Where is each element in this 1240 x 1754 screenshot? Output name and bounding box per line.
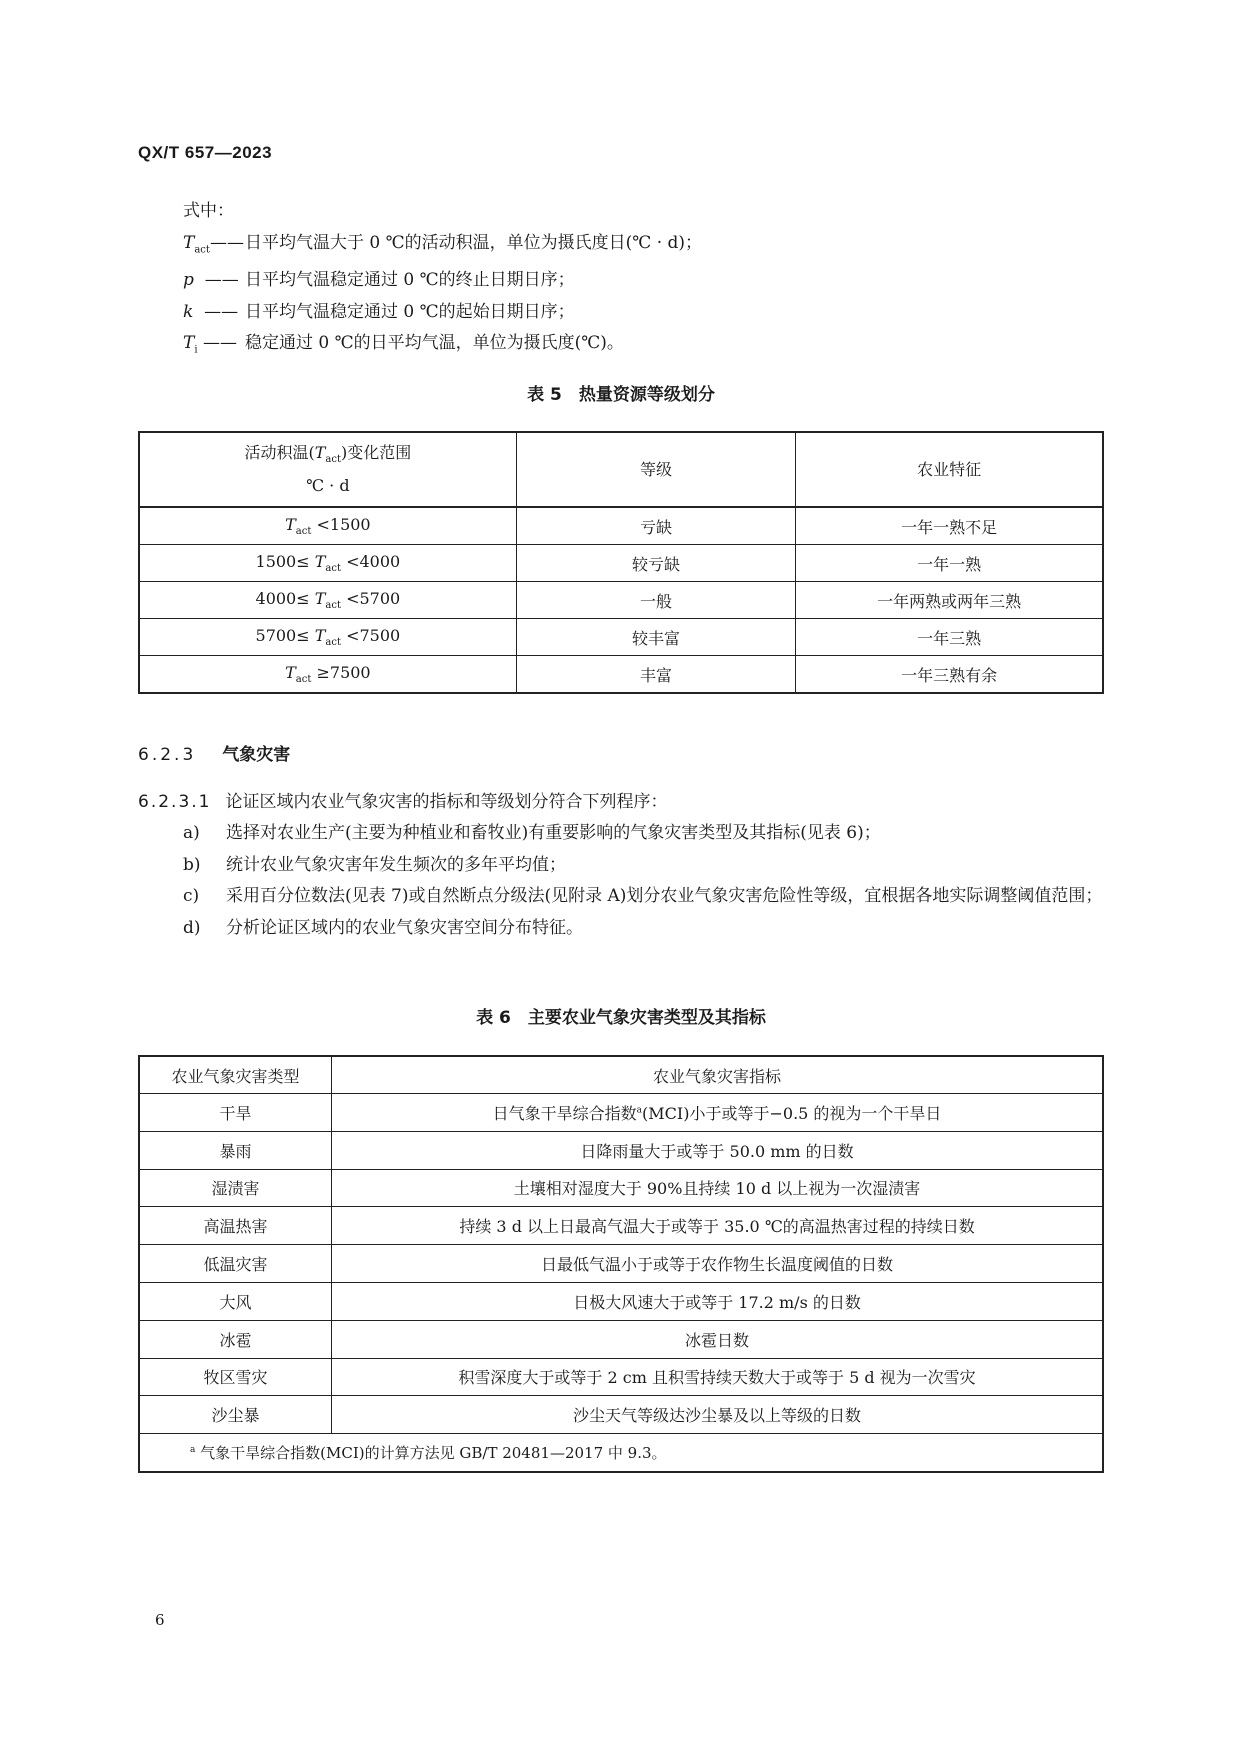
table-row (139, 545, 1103, 582)
table-row (139, 1094, 1103, 1132)
list-item: a) 选择对农业生产(主要为种植业和畜牧业)有重要影响的气象灾害类型及其指标(见表 6)； (183, 818, 1144, 850)
type-cell: 低温灾害 (139, 1245, 332, 1283)
range-cell: $1500\le T_{act} <4000$ (139, 545, 516, 582)
section-number: 6.2.3 (138, 745, 197, 765)
symbol: k —— (183, 301, 239, 322)
type-cell: 高温热害 (139, 1207, 332, 1245)
type-cell: 冰雹 (139, 1320, 332, 1358)
table5-heat-resource-grades (138, 431, 1104, 694)
table-footnote-row (139, 1434, 1103, 1473)
column-header-grade: 等级 (516, 432, 795, 507)
index-cell: 持续 3 d 以上日最高气温大于或等于 35.0 ℃的高温热害过程的持续日数 (332, 1207, 1103, 1245)
index-cell: 日降雨量大于或等于 50.0 mm 的日数 (332, 1131, 1103, 1169)
type-cell: 大风 (139, 1282, 332, 1320)
table-row (139, 1282, 1103, 1320)
feature-cell: 一年一熟 (796, 545, 1103, 582)
clause-text: 论证区域内农业气象灾害的指标和等级划分符合下列程序： (225, 792, 668, 812)
index-cell: 沙尘天气等级达沙尘暴及以上等级的日数 (332, 1396, 1103, 1434)
range-cell: $5700\le T_{act} <7500$ (139, 619, 516, 656)
procedure-list (183, 818, 1144, 944)
definition-row: $T_i$ —— 稳定通过 0 ℃的日平均气温，单位为摄氏度(℃)。 (183, 328, 702, 366)
table-row (139, 1245, 1103, 1283)
definition-row: p —— 日平均气温稳定通过 0 ℃的终止日期日序； (183, 265, 702, 297)
table6-caption: 表 6 主要农业气象灾害类型及其指标 (476, 1008, 766, 1028)
table-footnote: $^a$ 气象干旱综合指数(MCI)的计算方法见 GB/T 20481—2017 中 9.3。 (139, 1434, 1103, 1473)
range-cell: $T_{act} \ge 7500$ (139, 656, 516, 694)
type-cell: 暴雨 (139, 1131, 332, 1169)
grade-cell: 较丰富 (516, 619, 795, 656)
list-label: c) (183, 886, 200, 906)
list-item: d) 分析论证区域内的农业气象灾害空间分布特征。 (183, 913, 1144, 945)
grade-cell: 亏缺 (516, 507, 795, 545)
list-item: c) 采用百分位数法(见表 7)或自然断点分级法(见附录 A)划分农业气象灾害危险性等级，宜根据各地实际调整阈值范围； (183, 881, 1144, 913)
grade-cell: 较亏缺 (516, 545, 795, 582)
index-cell: 积雪深度大于或等于 2 cm 且积雪持续天数大于或等于 5 d 视为一次雪灾 (332, 1358, 1103, 1396)
symbol: p —— (183, 270, 239, 291)
column-header-type: 农业气象灾害类型 (139, 1056, 332, 1094)
feature-cell: 一年三熟有余 (796, 656, 1103, 694)
symbol: $T_{act}——$ (183, 232, 244, 255)
symbol: $T_i$ —— (183, 333, 237, 356)
index-cell: 日气象干旱综合指数$^a$(MCI)小于或等于−0.5 的视为一个干旱日 (332, 1094, 1103, 1132)
column-header-feature: 农业特征 (796, 432, 1103, 507)
clause-paragraph (138, 787, 667, 812)
table-row (139, 1131, 1103, 1169)
table-row (139, 1320, 1103, 1358)
range-cell: $4000\le T_{act} <5700$ (139, 582, 516, 619)
column-header-index: 农业气象灾害指标 (332, 1056, 1103, 1094)
index-cell: 日最低气温小于或等于农作物生长温度阈值的日数 (332, 1245, 1103, 1283)
table5-caption: 表 5 热量资源等级划分 (527, 385, 715, 405)
column-header-accumulated-temp: 活动积温$(T_{act})$变化范围 ℃ · d (139, 432, 516, 507)
definition-row: k —— 日平均气温稳定通过 0 ℃的起始日期日序； (183, 297, 702, 329)
type-cell: 干旱 (139, 1094, 332, 1132)
type-cell: 湿渍害 (139, 1169, 332, 1207)
table-row (139, 619, 1103, 656)
table-header-row (139, 432, 1103, 507)
list-label: d) (183, 917, 201, 938)
type-cell: 沙尘暴 (139, 1396, 332, 1434)
page-number: 6 (155, 1611, 165, 1629)
list-label: a) (183, 823, 200, 843)
grade-cell: 丰富 (516, 656, 795, 694)
index-cell: 土壤相对湿度大于 90%且持续 10 d 以上视为一次湿渍害 (332, 1169, 1103, 1207)
feature-cell: 一年一熟不足 (796, 507, 1103, 545)
table-row (139, 1169, 1103, 1207)
list-item: b) 统计农业气象灾害年发生频次的多年平均值； (183, 850, 1144, 882)
grade-cell: 一般 (516, 582, 795, 619)
table-row (139, 656, 1103, 694)
document-id: QX/T 657—2023 (138, 143, 273, 162)
feature-cell: 一年三熟 (796, 619, 1103, 656)
type-cell: 牧区雪灾 (139, 1358, 332, 1396)
symbol-definitions (183, 196, 702, 366)
feature-cell: 一年两熟或两年三熟 (796, 582, 1103, 619)
table-row (139, 582, 1103, 619)
section-heading (138, 740, 290, 765)
range-cell: $T_{act} <1500$ (139, 507, 516, 545)
table-row (139, 1358, 1103, 1396)
clause-number: 6.2.3.1 (138, 792, 212, 812)
where-label: 式中： (183, 201, 234, 221)
table-header-row (139, 1056, 1103, 1094)
index-cell: 冰雹日数 (332, 1320, 1103, 1358)
table-row (139, 1207, 1103, 1245)
table6-disaster-types (138, 1055, 1104, 1473)
section-title: 气象灾害 (222, 745, 291, 765)
index-cell: 日极大风速大于或等于 17.2 m/s 的日数 (332, 1282, 1103, 1320)
table-row (139, 507, 1103, 545)
table-row (139, 1396, 1103, 1434)
list-label: b) (183, 854, 201, 875)
definition-row: $T_{act}——$日平均气温大于 0 ℃的活动积温，单位为摄氏度日(℃ · d)； (183, 228, 702, 266)
